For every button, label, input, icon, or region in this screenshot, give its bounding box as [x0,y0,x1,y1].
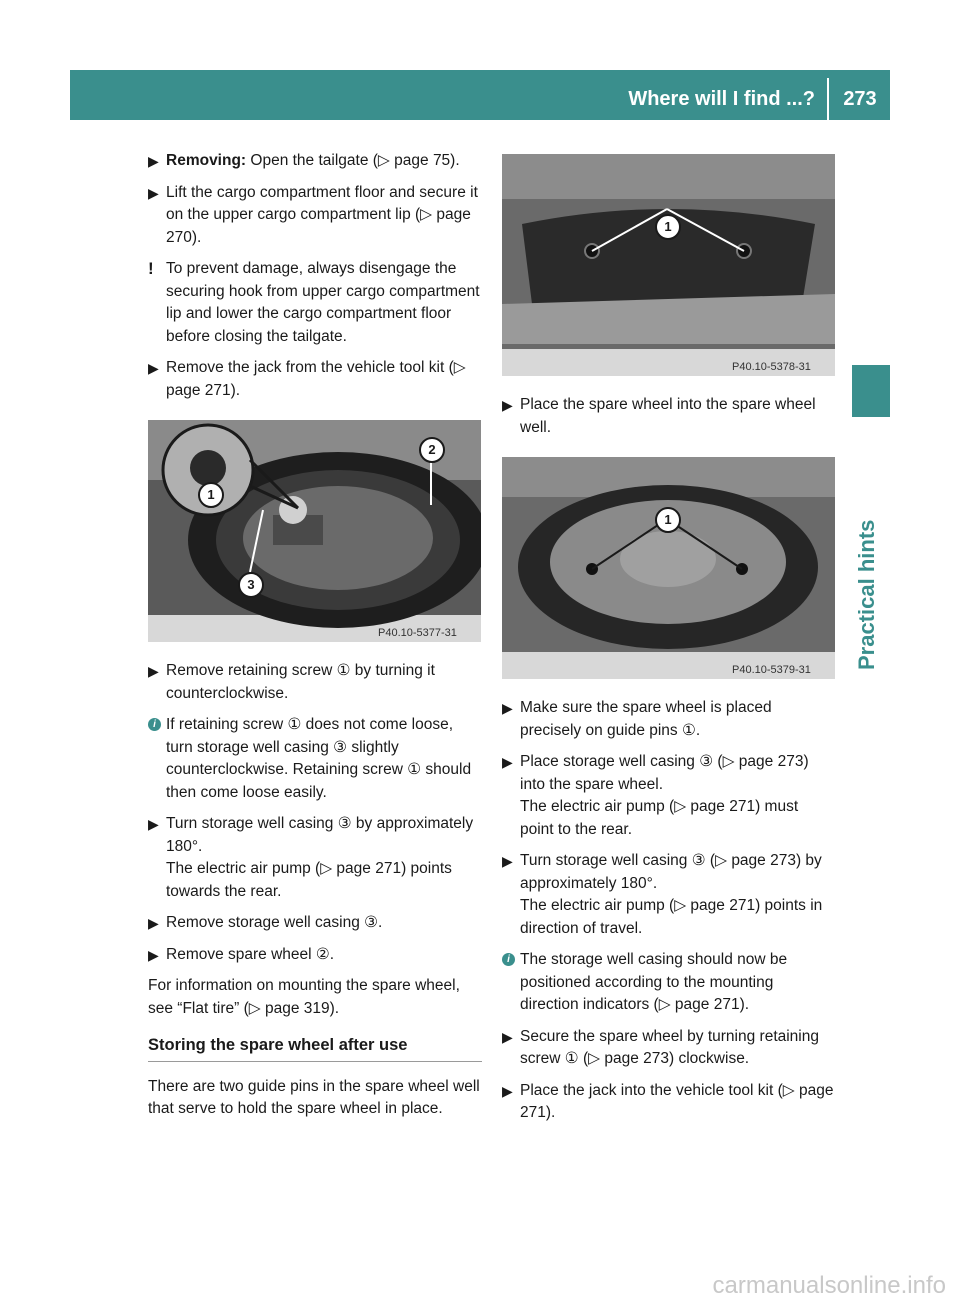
step-turn-casing: ▶ Turn storage well casing ③ by approximately 180°. The electric air pump (▷ page 271) points towards the rear. [148,815,474,900]
info-note: i If retaining screw ① does not come loose, turn storage well casing ③ slightly counterclockwise. Retaining screw ① should then come loose easily. [148,714,482,804]
info-icon: i [502,953,515,966]
step-arrow-icon: ▶ [148,915,159,931]
callout-2: 2 [419,437,445,463]
step-arrow-icon: ▶ [148,153,159,169]
step-remove-jack: ▶ Remove the jack from the vehicle tool kit (▷ page 271). [148,359,466,399]
section-heading: Storing the spare wheel after use [148,1034,482,1062]
step-check-pins: ▶ Make sure the spare wheel is placed precisely on guide pins ①. [502,699,772,739]
page-number: 273 [843,88,877,110]
step-arrow-icon: ▶ [148,663,159,679]
photo-code: P40.10-5379-31 [732,664,811,676]
step-arrow-icon: ▶ [502,397,513,413]
right-column [502,150,836,1134]
warning-icon: ! [148,259,154,278]
step-place-casing: ▶ Place storage well casing ③ (▷ page 273) into the spare wheel. The electric air pump (▷ page 271) must point to the rear. [502,753,809,838]
step-arrow-icon: ▶ [502,700,513,716]
step-removing: ▶ Removing: Open the tailgate (▷ page 75). [148,150,482,173]
warning-note: ! To prevent damage, always disengage the securing hook from upper cargo compartment lip and lower the cargo compartment floor before closing the tailgate. [148,259,480,345]
watermark: carmanualsonline.info [712,1272,946,1299]
step-arrow-icon: ▶ [148,360,159,376]
header-bar [70,70,890,120]
callout-1: 1 [655,507,681,533]
step-arrow-icon: ▶ [502,853,513,869]
spare-wheel-well-illustration [502,154,835,376]
photo-code: P40.10-5378-31 [732,361,811,373]
step-arrow-icon: ▶ [502,1082,513,1099]
chapter-title: Where will I find ...? [628,88,815,110]
photo-spare-wheel-placed [502,457,835,679]
spare-wheel-placed-illustration [502,457,835,679]
side-tab-label: Practical hints [854,519,879,670]
side-tab-marker [852,365,890,417]
step-rotate-casing: ▶ Turn storage well casing ③ (▷ page 273) by approximately 180°. The electric air pump (▷ page 271) points in direction of travel. [502,852,823,937]
left-column [148,150,482,1130]
info-icon: i [148,718,161,731]
step-lift-floor: ▶ Lift the cargo compartment floor and secure it on the upper cargo compartment lip (▷ page 270). [148,183,478,246]
step-remove-casing: ▶ Remove storage well casing ③. [148,912,482,935]
photo-spare-wheel-well [502,154,835,376]
header-divider [827,78,829,120]
callout-3: 3 [238,572,264,598]
step-arrow-icon: ▶ [502,754,513,770]
callout-1: 1 [198,482,224,508]
step-place-wheel: ▶ Place the spare wheel into the spare wheel well. [502,396,816,436]
step-arrow-icon: ▶ [148,946,159,963]
step-arrow-icon: ▶ [148,184,159,201]
step-arrow-icon: ▶ [148,816,159,832]
photo-code: P40.10-5377-31 [378,627,457,639]
flat-tire-reference: For information on mounting the spare wheel, see “Flat tire” (▷ page 319). [148,977,460,1017]
step-remove-screw: ▶ Remove retaining screw ① by turning it counterclockwise. [148,662,435,702]
step-place-jack: ▶ Place the jack into the vehicle tool kit (▷ page 271). [502,1081,834,1121]
photo-spare-wheel-removal [148,420,481,642]
info-note: i The storage well casing should now be positioned according to the mounting direction indicators (▷ page 271). [502,949,836,1017]
step-arrow-icon: ▶ [502,1028,513,1045]
guide-pins-paragraph: There are two guide pins in the spare wheel well that serve to hold the spare wheel in place. [148,1077,480,1117]
step-secure-wheel: ▶ Secure the spare wheel by turning retaining screw ① (▷ page 273) clockwise. [502,1027,819,1067]
step-remove-wheel: ▶ Remove spare wheel ②. [148,944,482,967]
callout-1: 1 [655,214,681,240]
